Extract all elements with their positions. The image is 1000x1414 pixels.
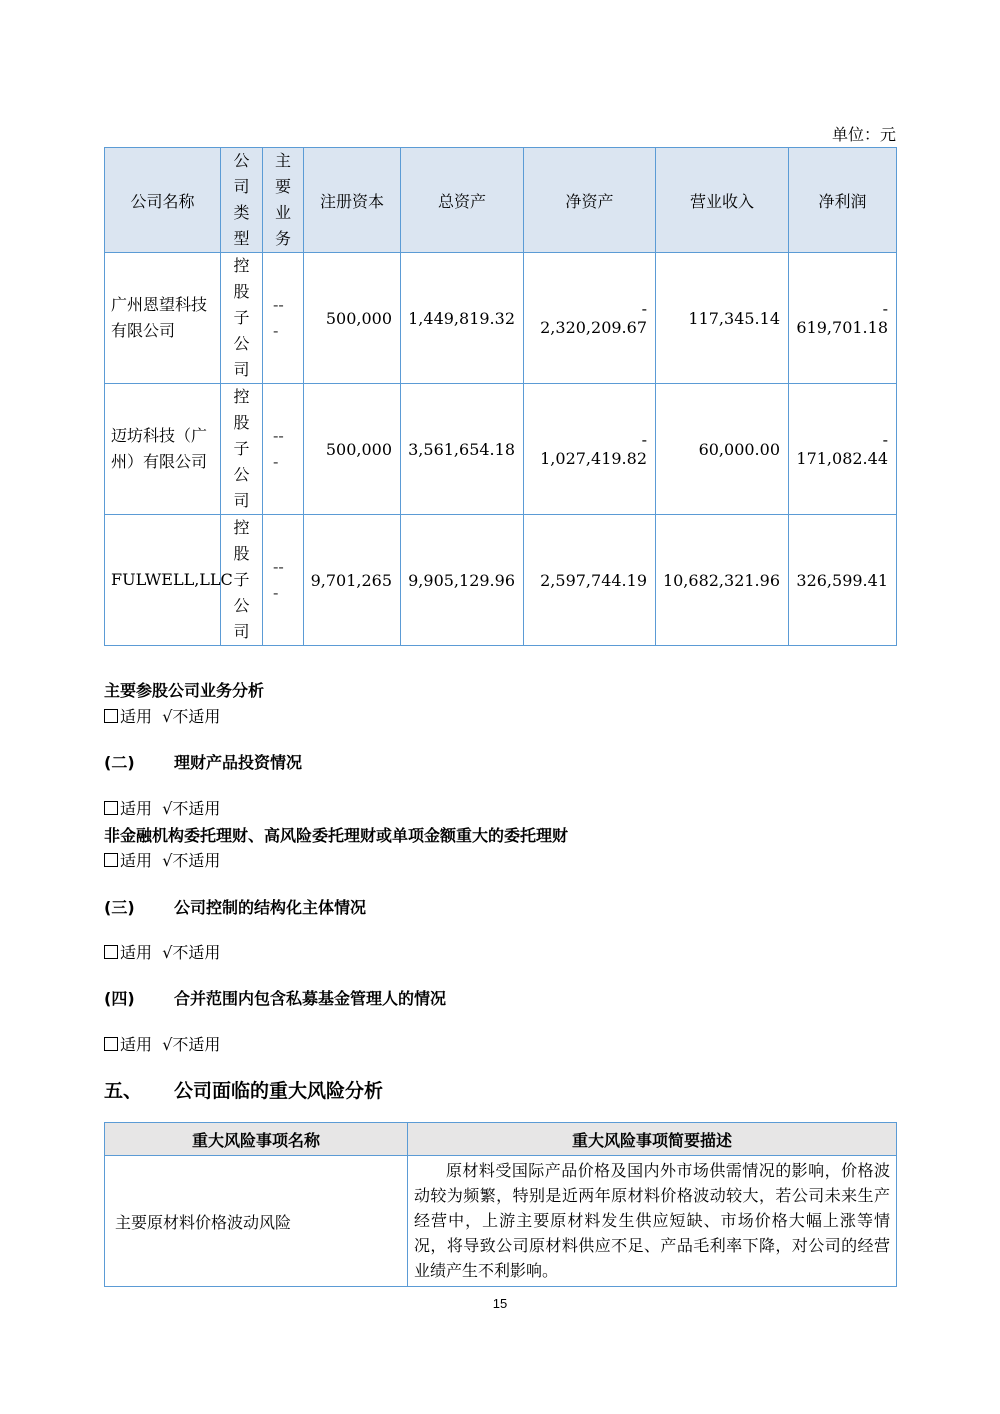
applicable-label: 适用 <box>120 799 153 818</box>
section-number: 五、 <box>104 1080 143 1102</box>
cell-value: 2,597,744.19 <box>540 570 647 590</box>
header-total-assets: 总资产 <box>401 148 524 253</box>
negative-sign: - <box>882 430 888 449</box>
participating-heading: 主要参股公司业务分析 <box>104 681 265 700</box>
cell-value: 60,000.00 <box>698 439 780 459</box>
cell-registered-capital <box>304 253 401 384</box>
cell-main-business: -- - <box>263 515 304 646</box>
section-2-heading <box>104 750 302 773</box>
cell-company-name: 广州恩望科技有限公司 <box>105 253 221 384</box>
not-applicable-label: 不适用 <box>172 851 221 870</box>
vertical-text: 主 要 业 务 <box>274 151 291 248</box>
header-net-profit: 净利润 <box>789 148 897 253</box>
section-title: 公司面临的重大风险分析 <box>174 1080 384 1102</box>
cell-total-assets <box>401 253 524 384</box>
cell-value: 171,082.44 <box>796 449 888 468</box>
cell-company-name: 迈坊科技（广州）有限公司 <box>105 384 221 515</box>
section-3-heading <box>104 895 366 918</box>
table-row <box>105 384 897 515</box>
cell-total-assets <box>401 384 524 515</box>
cell-company-type <box>221 384 263 515</box>
applicable-label: 适用 <box>120 707 153 726</box>
section-title: 公司控制的结构化主体情况 <box>174 898 367 917</box>
cell-revenue <box>656 515 789 646</box>
vertical-text: 控 股 子 公 司 <box>233 387 250 510</box>
page-number: 15 <box>492 1296 508 1311</box>
checkbox-empty-icon <box>104 709 118 723</box>
header-company-name: 公司名称 <box>105 148 221 253</box>
vertical-text: 控 股 子 公 司 <box>233 518 250 641</box>
checkbox-empty-icon <box>104 945 118 959</box>
cell-main-business: -- - <box>263 253 304 384</box>
cell-net-assets <box>524 384 656 515</box>
cell-revenue <box>656 384 789 515</box>
vertical-text: 公 司 类 型 <box>233 151 250 248</box>
check-mark-icon: √ <box>162 851 173 870</box>
cell-value: 500,000 <box>325 439 392 459</box>
cell-value: 326,599.41 <box>796 570 888 590</box>
cell-value: 500,000 <box>325 308 392 328</box>
risk-description: 原材料受国际产品价格及国内外市场供需情况的影响，价格波动较为频繁，特别是近两年原材料价格波动较大，若公司未来生产经营中，上游主要原材料发生供应短缺、市场价格大幅上涨等情况，将导致公司原材料供应不足、产品毛利率下降，对公司的经营业绩产生不利影响。 <box>408 1156 897 1287</box>
cell-net-assets <box>524 253 656 384</box>
cell-value: 9,905,129.96 <box>408 570 515 590</box>
header-registered-capital: 注册资本 <box>304 148 401 253</box>
cell-value: 3,561,654.18 <box>408 439 515 459</box>
header-revenue: 营业收入 <box>656 148 789 253</box>
section-title: 合并范围内包含私募基金管理人的情况 <box>174 989 447 1008</box>
risk-row <box>105 1156 897 1287</box>
cell-company-type <box>221 253 263 384</box>
applicability-line <box>104 1032 220 1055</box>
section-number: (四) <box>104 989 135 1008</box>
not-applicable-label: 不适用 <box>172 707 221 726</box>
risk-header-name: 重大风险事项名称 <box>105 1123 408 1156</box>
checkbox-empty-icon <box>104 801 118 815</box>
risk-header-desc: 重大风险事项简要描述 <box>408 1123 897 1156</box>
section-number: (三) <box>104 898 135 917</box>
cell-net-profit <box>789 384 897 515</box>
not-applicable-label: 不适用 <box>172 799 221 818</box>
applicability-line <box>104 704 220 727</box>
section-5-heading <box>104 1076 383 1103</box>
header-net-assets: 净资产 <box>524 148 656 253</box>
check-mark-icon: √ <box>162 799 173 818</box>
cell-value: 9,701,265 <box>310 570 392 590</box>
applicability-line <box>104 796 220 819</box>
negative-sign: - <box>641 430 647 449</box>
cell-value: 10,682,321.96 <box>662 570 780 590</box>
cell-value: 2,320,209.67 <box>540 318 647 337</box>
header-company-type <box>221 148 263 253</box>
applicability-line <box>104 940 220 963</box>
cell-registered-capital <box>304 515 401 646</box>
header-main-business <box>263 148 304 253</box>
risk-header-row <box>105 1123 897 1156</box>
checkbox-empty-icon <box>104 1037 118 1051</box>
cell-net-assets <box>524 515 656 646</box>
section-number: (二) <box>104 753 135 772</box>
risk-name: 主要原材料价格波动风险 <box>105 1156 408 1287</box>
applicable-label: 适用 <box>120 943 153 962</box>
section-title: 理财产品投资情况 <box>174 753 303 772</box>
cell-company-name: FULWELL,LLC <box>105 515 221 646</box>
not-applicable-label: 不适用 <box>172 943 221 962</box>
applicable-label: 适用 <box>120 1035 153 1054</box>
subsidiary-financial-table <box>104 147 897 646</box>
non-financial-heading: 非金融机构委托理财、高风险委托理财或单项金额重大的委托理财 <box>104 826 569 845</box>
cell-value: 117,345.14 <box>688 308 780 328</box>
vertical-text: 控 股 子 公 司 <box>233 256 250 379</box>
cell-net-profit <box>789 515 897 646</box>
not-applicable-label: 不适用 <box>172 1035 221 1054</box>
negative-sign: - <box>641 299 647 318</box>
cell-registered-capital <box>304 384 401 515</box>
table-row <box>105 253 897 384</box>
table-row <box>105 515 897 646</box>
negative-sign: - <box>882 299 888 318</box>
section-4-heading <box>104 986 446 1009</box>
checkbox-empty-icon <box>104 853 118 867</box>
cell-main-business: -- - <box>263 384 304 515</box>
cell-value: 1,027,419.82 <box>540 449 647 468</box>
unit-label: 单位：元 <box>831 125 896 144</box>
cell-value: 619,701.18 <box>796 318 888 337</box>
applicable-label: 适用 <box>120 851 153 870</box>
applicability-line <box>104 848 220 871</box>
check-mark-icon: √ <box>162 707 173 726</box>
check-mark-icon: √ <box>162 943 173 962</box>
risk-table <box>104 1122 897 1287</box>
cell-revenue <box>656 253 789 384</box>
cell-value: 1,449,819.32 <box>408 308 515 328</box>
table-header-row <box>105 148 897 253</box>
check-mark-icon: √ <box>162 1035 173 1054</box>
cell-total-assets <box>401 515 524 646</box>
cell-net-profit <box>789 253 897 384</box>
